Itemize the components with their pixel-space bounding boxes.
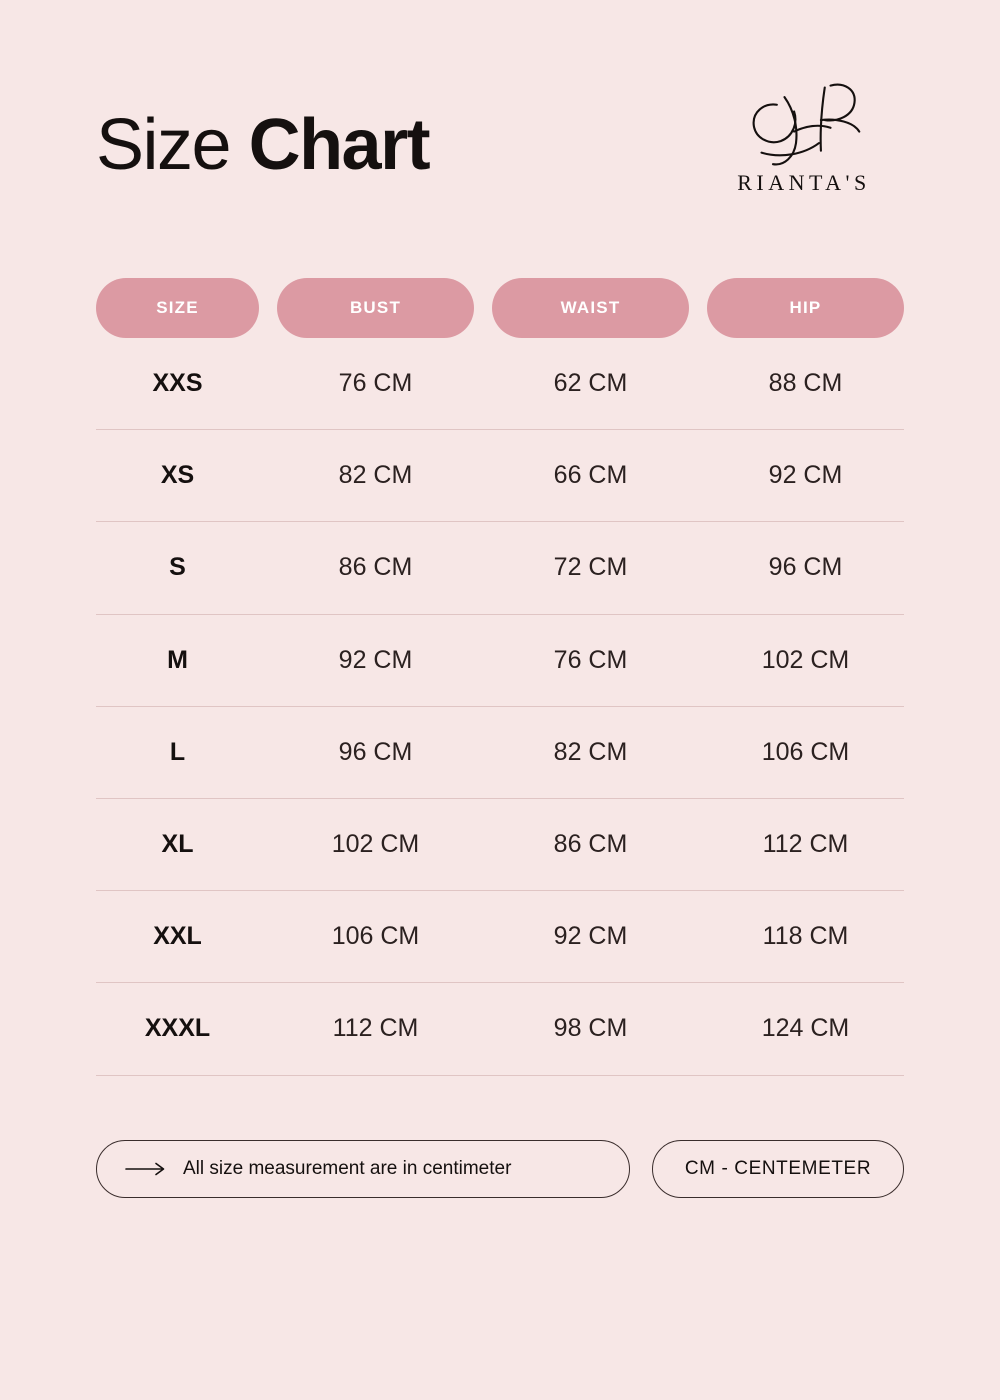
cell-hip: 106 CM: [761, 737, 850, 766]
brand-name: RIANTA'S: [737, 170, 871, 195]
cell-bust: 86 CM: [338, 553, 413, 582]
unit-abbreviation-text: CM - CENTEMETER: [684, 1158, 872, 1179]
table-header-row: [96, 278, 904, 338]
measurement-note: [96, 1140, 630, 1198]
cell-size: XS: [160, 461, 195, 490]
column-header-waist: WAIST: [492, 278, 689, 338]
cell-hip: 88 CM: [768, 369, 843, 398]
page-title-bold: Chart: [248, 105, 430, 185]
header: [96, 76, 904, 226]
cell-hip: 118 CM: [762, 922, 849, 951]
page-title-light: Size: [96, 105, 231, 185]
unit-abbreviation: [652, 1140, 904, 1198]
cell-hip: 124 CM: [761, 1014, 850, 1043]
page-title: [96, 104, 429, 186]
cell-hip: 92 CM: [768, 461, 843, 490]
cell-waist: 62 CM: [553, 369, 628, 398]
cell-size: XL: [161, 830, 194, 859]
cell-waist: 92 CM: [553, 922, 628, 951]
size-chart-table: [96, 278, 904, 1076]
cell-size: L: [169, 737, 186, 766]
cell-size: XXL: [153, 922, 202, 951]
cell-bust: 92 CM: [338, 645, 413, 674]
cell-bust: 112 CM: [332, 1014, 419, 1043]
arrow-right-icon: [125, 1162, 167, 1176]
cell-waist: 76 CM: [553, 645, 628, 674]
table-row: [96, 522, 904, 614]
cell-size: XXS: [152, 369, 203, 398]
cell-hip: 112 CM: [762, 830, 849, 859]
cell-hip: 102 CM: [761, 645, 850, 674]
column-header-hip: HIP: [707, 278, 904, 338]
table-row: [96, 430, 904, 522]
column-header-bust: BUST: [277, 278, 474, 338]
cell-bust: 82 CM: [338, 461, 413, 490]
table-row: [96, 983, 904, 1075]
table-row: [96, 338, 904, 430]
cell-bust: 102 CM: [331, 830, 420, 859]
cell-size: S: [169, 553, 186, 582]
cell-bust: 106 CM: [331, 922, 420, 951]
cell-bust: 76 CM: [338, 369, 413, 398]
footer-notes: [96, 1140, 904, 1198]
cell-waist: 86 CM: [553, 830, 628, 859]
cell-waist: 82 CM: [553, 737, 628, 766]
table-row: [96, 891, 904, 983]
cell-bust: 96 CM: [338, 737, 413, 766]
cell-hip: 96 CM: [768, 553, 843, 582]
measurement-note-text: All size measurement are in centimeter: [183, 1158, 512, 1179]
cell-size: M: [167, 645, 188, 674]
rianta-monogram-icon: [727, 76, 880, 168]
cell-waist: 72 CM: [553, 553, 628, 582]
brand-logo: [704, 76, 904, 216]
cell-waist: 98 CM: [553, 1014, 628, 1043]
column-header-size: SIZE: [96, 278, 259, 338]
cell-waist: 66 CM: [553, 461, 628, 490]
table-row: [96, 615, 904, 707]
table-row: [96, 799, 904, 891]
cell-size: XXXL: [144, 1014, 211, 1043]
table-row: [96, 707, 904, 799]
